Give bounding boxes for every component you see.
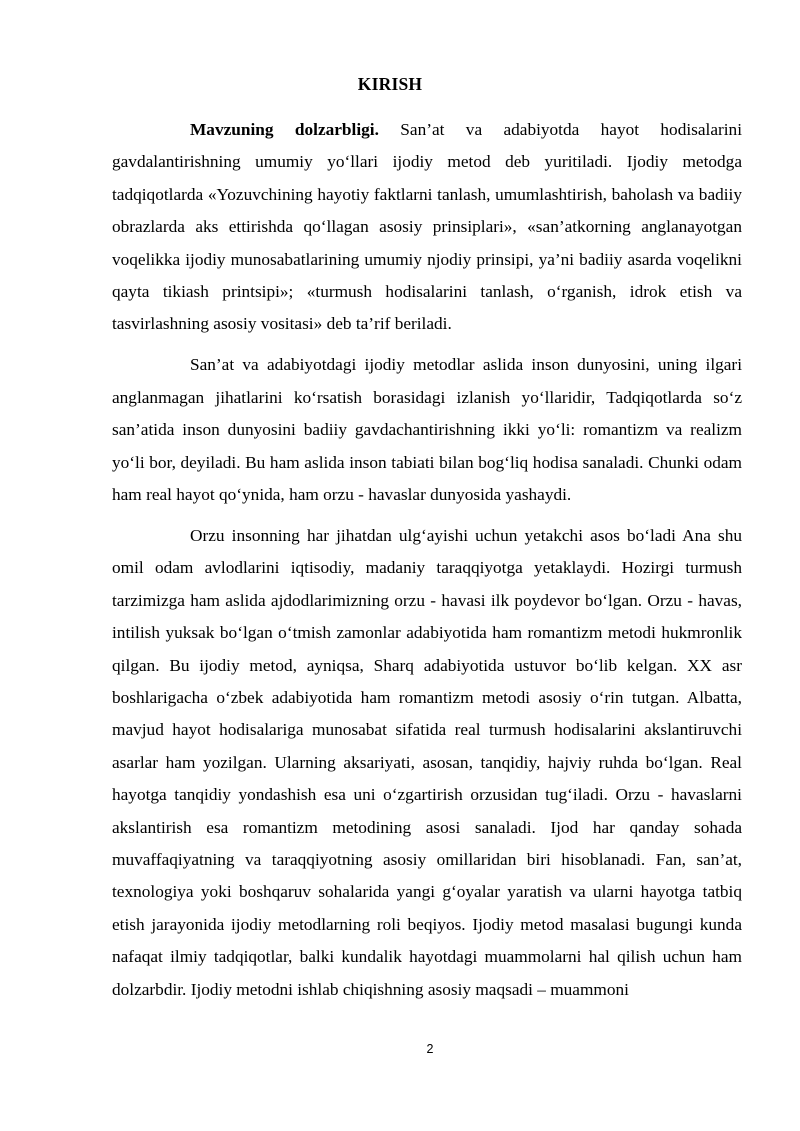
paragraph-1 [112, 114, 742, 341]
paragraph-2 [112, 349, 742, 511]
paragraph-lead: Mavzuning dolzarbligi. [190, 120, 379, 139]
body-text [112, 114, 742, 1014]
section-heading: KIRISH [357, 74, 423, 94]
page-number: 2 [426, 1042, 434, 1056]
paragraph-3 [112, 520, 742, 1006]
paragraph-text: Orzu insonning har jihatdan ulg‘ayishi uchun yetakchi asos bo‘ladi Ana shu omil odam avlodlarini iqtisodiy, madaniy taraqqiyotga yetaklaydi. Hozirgi turmush tarzimizga ham aslida ajdodlarimizning orzu - havasi ilk poydevor bo‘lgan. Orzu - havas, intilish yuksak bo‘lgan o‘tmish zamonlar adabiyotida ham romantizm metodi hukmronlik qilgan. Bu ijodiy metod, ayniqsa, Sharq adabiyotida ustuvor bo‘lib kelgan. XX asr boshlarigacha o‘zbek adabiyotida ham romantizm metodi asosiy o‘rin tutgan. Albatta, mavjud hayot hodisalariga munosabat sifatida real turmush hodisalarini akslantiruvchi asarlar ham yozilgan. Ularning aksariyati, asosan, tanqidiy, hajviy ruhda bo‘lgan. Real hayotga tanqidiy yondashish esa uni o‘zgartirish orzusidan tug‘iladi. Orzu - havaslarni akslantirish esa romantizm metodining asosi sanaladi. Ijod har qanday sohada muvaffaqiyatning va taraqqiyotning asosiy omillaridan biri hisoblanadi. Fan, san’at, texnologiya yoki boshqaruv sohalarida yangi g‘oyalar yaratish va ularni hayotga tatbiq etish jarayonida ijodiy metodlarning roli beqiyos. Ijodiy metod masalasi bugungi kunda nafaqat ilmiy tadqiqotlar, balki kundalik hayotdagi muammolarni hal qilish uchun ham dolzarbdir. Ijodiy metodni ishlab chiqishning asosiy maqsadi – muammoni [112, 525, 742, 999]
paragraph-text: San’at va adabiyotda hayot hodisalarini gavdalantirishning umumiy yo‘llari ijodiy metod deb yuritiladi. Ijodiy metodga tadqiqotlarda «Yozuvchining hayotiy faktlarni tanlash, umumlashtirish, baholash va badiiy obrazlarda aks ettirishda qo‘llagan asosiy prinsiplari», «san’atkorning anglanayotgan voqelikka ijodiy munosabatlarining umumiy njodiy prinsipi, ya’ni badiiy asarda voqelikni qayta tikiash printsipi»; «turmush hodisalarini tanlash, o‘rganish, idrok etish va tasvirlashning asosiy vositasi» deb ta’rif beriladi. [112, 120, 743, 334]
paragraph-text: San’at va adabiyotdagi ijodiy metodlar aslida inson dunyosini, uning ilgari anglanmagan jihatlarini ko‘rsatish borasidagi izlanish yo‘llaridir, Tadqiqotlarda so‘z san’atida inson dunyosini badiiy gavdachantirishning ikki yo‘li: romantizm va realizm yo‘li bor, deyiladi. Bu ham aslida inson tabiati bilan bog‘liq hodisa sanaladi. Chunki odam ham real hayot qo‘ynida, ham orzu - havaslar dunyosida yashaydi. [112, 355, 742, 504]
